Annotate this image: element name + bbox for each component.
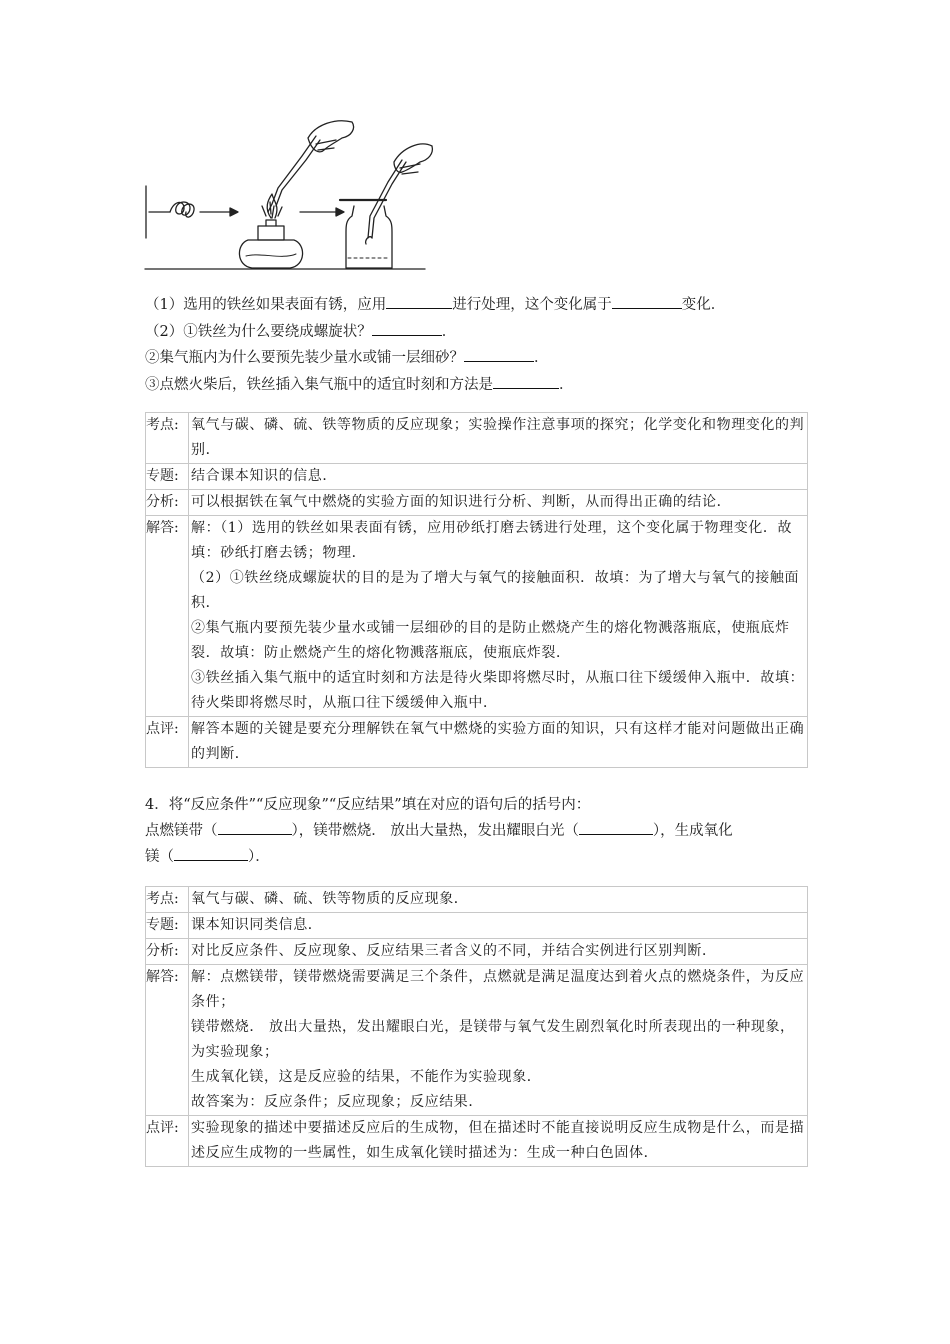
zhuanti-label: 专题: xyxy=(146,913,189,939)
q4-line-1: 点燃镁带（ ），镁带燃烧． 放出大量热，发出耀眼白光（ ），生成氧化 xyxy=(145,818,815,844)
kaodian-label: 考点: xyxy=(146,887,189,913)
table-row xyxy=(146,913,808,939)
q3-line-1: （1）选用的铁丝如果表面有锈，应用 进行处理，这个变化属于 变化． xyxy=(145,292,815,319)
jieda-paragraph: ③铁丝插入集气瓶中的适宜时刻和方法是待火柴即将燃尽时，从瓶口往下缓缓伸入瓶中．故填：待火柴即将燃尽时，从瓶口往下缓缓伸入瓶中． xyxy=(191,670,805,711)
fenxi-label: 分析: xyxy=(146,939,189,965)
table-row xyxy=(146,490,808,516)
jieda-text xyxy=(189,516,808,717)
q4-title: 4．将“反应条件”“反应现象”“反应结果”填在对应的语句后的括号内： xyxy=(145,797,591,813)
fenxi-text: 可以根据铁在氧气中燃烧的实验方面的知识进行分析、判断，从而得出正确的结论． xyxy=(189,490,808,516)
dianping-text: 实验现象的描述中要描述反应后的生成物，但在描述时不能直接说明反应生成物是什么，而是描述反应生成物的一些属性，如生成氧化镁时描述为：生成一种白色固体． xyxy=(189,1116,808,1167)
question-3-lines xyxy=(145,292,815,398)
question-3-analysis-table xyxy=(145,412,808,768)
answer-blank[interactable] xyxy=(612,293,682,309)
answer-blank[interactable] xyxy=(493,373,559,389)
jieda-label: 解答: xyxy=(146,516,189,717)
answer-blank[interactable] xyxy=(218,819,292,835)
q3-line-2: （2）①铁丝为什么要绕成螺旋状？ ． xyxy=(145,319,815,346)
zhuanti-text: 结合课本知识的信息． xyxy=(189,464,808,490)
iron-wire-experiment-figure xyxy=(140,108,440,274)
answer-blank[interactable] xyxy=(372,320,442,336)
table-row xyxy=(146,413,808,464)
question-4-analysis-table xyxy=(145,886,808,1167)
table-row xyxy=(146,939,808,965)
fenxi-label: 分析: xyxy=(146,490,189,516)
jieda-paragraph: 解：点燃镁带，镁带燃烧需要满足三个条件，点燃就是满足温度达到着火点的燃烧条件，为反应条件； xyxy=(191,969,805,1010)
jieda-text xyxy=(189,965,808,1116)
answer-blank[interactable] xyxy=(579,819,653,835)
fenxi-text: 对比反应条件、反应现象、反应结果三者含义的不同，并结合实例进行区别判断． xyxy=(189,939,808,965)
table-row xyxy=(146,717,808,768)
dianping-label: 点评: xyxy=(146,1116,189,1167)
jieda-paragraph: 解：（1）选用的铁丝如果表面有锈，应用砂纸打磨去锈进行处理，这个变化属于物理变化．故填：砂纸打磨去锈；物理． xyxy=(191,520,793,561)
dianping-text: 解答本题的关键是要充分理解铁在氧气中燃烧的实验方面的知识，只有这样才能对问题做出正确的判断． xyxy=(189,717,808,768)
jieda-paragraph: 镁带燃烧． 放出大量热，发出耀眼白光，是镁带与氧气发生剧烈氧化时所表现出的一种现象，为实验现象； xyxy=(191,1019,795,1060)
answer-blank[interactable] xyxy=(174,845,248,861)
answer-blank[interactable] xyxy=(386,293,452,309)
q4-line-2: 镁（ ）． xyxy=(145,844,815,870)
table-row xyxy=(146,516,808,717)
kaodian-text: 氧气与碳、磷、硫、铁等物质的反应现象；实验操作注意事项的探究；化学变化和物理变化的判别． xyxy=(189,413,808,464)
kaodian-text: 氧气与碳、磷、硫、铁等物质的反应现象． xyxy=(189,887,808,913)
table-row xyxy=(146,1116,808,1167)
dianping-label: 点评: xyxy=(146,717,189,768)
kaodian-label: 考点: xyxy=(146,413,189,464)
jieda-paragraph: ②集气瓶内要预先装少量水或铺一层细砂的目的是防止燃烧产生的熔化物溅落瓶底，使瓶底炸裂．故填：防止燃烧产生的熔化物溅落瓶底，使瓶底炸裂． xyxy=(191,620,790,661)
question-4 xyxy=(145,792,815,870)
q3-line-3: ②集气瓶内为什么要预先装少量水或铺一层细砂？ ． xyxy=(145,345,815,372)
jieda-paragraph: 故答案为：反应条件；反应现象；反应结果． xyxy=(191,1094,483,1110)
answer-blank[interactable] xyxy=(464,346,534,362)
jieda-label: 解答: xyxy=(146,965,189,1116)
q3-line-4: ③点燃火柴后，铁丝插入集气瓶中的适宜时刻和方法是 ． xyxy=(145,372,815,399)
jieda-paragraph: （2）①铁丝绕成螺旋状的目的是为了增大与氧气的接触面积．故填：为了增大与氧气的接触面积． xyxy=(191,570,800,611)
jieda-paragraph: 生成氧化镁，这是反应验的结果，不能作为实验现象． xyxy=(191,1069,542,1085)
zhuanti-text: 课本知识同类信息． xyxy=(189,913,808,939)
table-row xyxy=(146,464,808,490)
zhuanti-label: 专题: xyxy=(146,464,189,490)
table-row xyxy=(146,965,808,1116)
table-row xyxy=(146,887,808,913)
